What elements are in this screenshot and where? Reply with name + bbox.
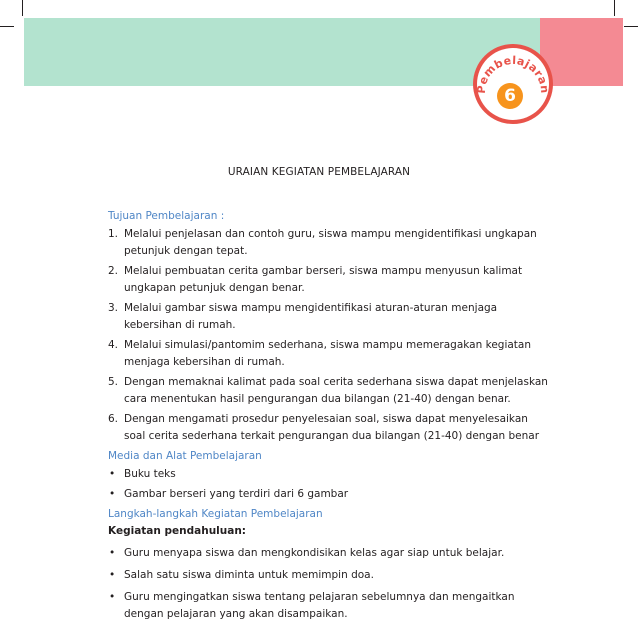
list-item [108, 337, 548, 371]
list-item [108, 466, 548, 483]
list-number: 5. [108, 376, 119, 388]
list-item [108, 300, 548, 334]
lesson-badge-label: Pembelajaran [474, 53, 552, 95]
bullet-icon: • [109, 468, 116, 480]
list-text: Melalui gambar siswa mampu mengidentifikasi aturan-aturan menjaga kebersihan di rumah. [124, 302, 498, 331]
list-item [108, 226, 548, 260]
bullet-icon: • [109, 547, 116, 559]
list-text: Melalui penjelasan dan contoh guru, siswa mampu mengidentifikasi ungkapan petunjuk dengan tepat. [124, 228, 537, 257]
list-item [108, 263, 548, 297]
list-text: Gambar berseri yang terdiri dari 6 gambar [124, 488, 349, 500]
media-list [108, 466, 548, 503]
bullet-icon: • [109, 591, 116, 603]
list-text: Guru menyapa siswa dan mengkondisikan kelas agar siap untuk belajar. [124, 547, 505, 559]
list-number: 1. [108, 228, 119, 240]
list-text: Melalui pembuatan cerita gambar berseri, siswa mampu menyusun kalimat ungkapan petunjuk dengan benar. [124, 265, 523, 294]
list-text: Dengan mengamati prosedur penyelesaian soal, siswa dapat menyelesaikan soal cerita sederhana terkait pengurangan dua bilangan (21-40) dengan benar [124, 413, 540, 442]
langkah-list [108, 545, 548, 623]
list-item [108, 411, 548, 445]
kegiatan-pendahuluan-title: Kegiatan pendahuluan: [108, 525, 247, 537]
lesson-number: 6 [504, 85, 516, 106]
list-item [108, 486, 548, 503]
list-text: Guru mengingatkan siswa tentang pelajaran sebelumnya dan mengaitkan dengan pelajaran yang akan disampaikan. [124, 591, 515, 620]
list-text: Dengan memaknai kalimat pada soal cerita sederhana siswa dapat menjelaskan cara menentukan hasil pengurangan dua bilangan (21-40) dengan benar. [124, 376, 548, 405]
bullet-icon: • [109, 488, 116, 500]
tujuan-title: Tujuan Pembelajaran : [108, 210, 225, 222]
langkah-title: Langkah-langkah Kegiatan Pembelajaran [108, 508, 323, 520]
list-number: 2. [108, 265, 119, 277]
lesson-number-circle [497, 83, 523, 109]
list-item [108, 374, 548, 408]
list-text: Buku teks [124, 468, 176, 480]
list-item [108, 567, 548, 584]
crop-mark-top-left-h [0, 26, 14, 27]
list-text: Salah satu siswa diminta untuk memimpin doa. [124, 569, 374, 581]
list-text: Melalui simulasi/pantomim sederhana, siswa mampu memeragakan kegiatan menjaga kebersihan di rumah. [124, 339, 531, 368]
crop-mark-top-left [22, 0, 23, 16]
tujuan-list [108, 226, 548, 445]
list-item [108, 589, 548, 623]
list-number: 4. [108, 339, 119, 351]
media-title: Media dan Alat Pembelajaran [108, 450, 262, 462]
crop-mark-top-right [614, 0, 615, 16]
list-number: 3. [108, 302, 119, 314]
list-item [108, 545, 548, 562]
list-number: 6. [108, 413, 119, 425]
content-body [108, 208, 548, 626]
bullet-icon: • [109, 569, 116, 581]
crop-mark-top-right-h [624, 26, 638, 27]
page-title: URAIAN KEGIATAN PEMBELAJARAN [227, 166, 411, 178]
